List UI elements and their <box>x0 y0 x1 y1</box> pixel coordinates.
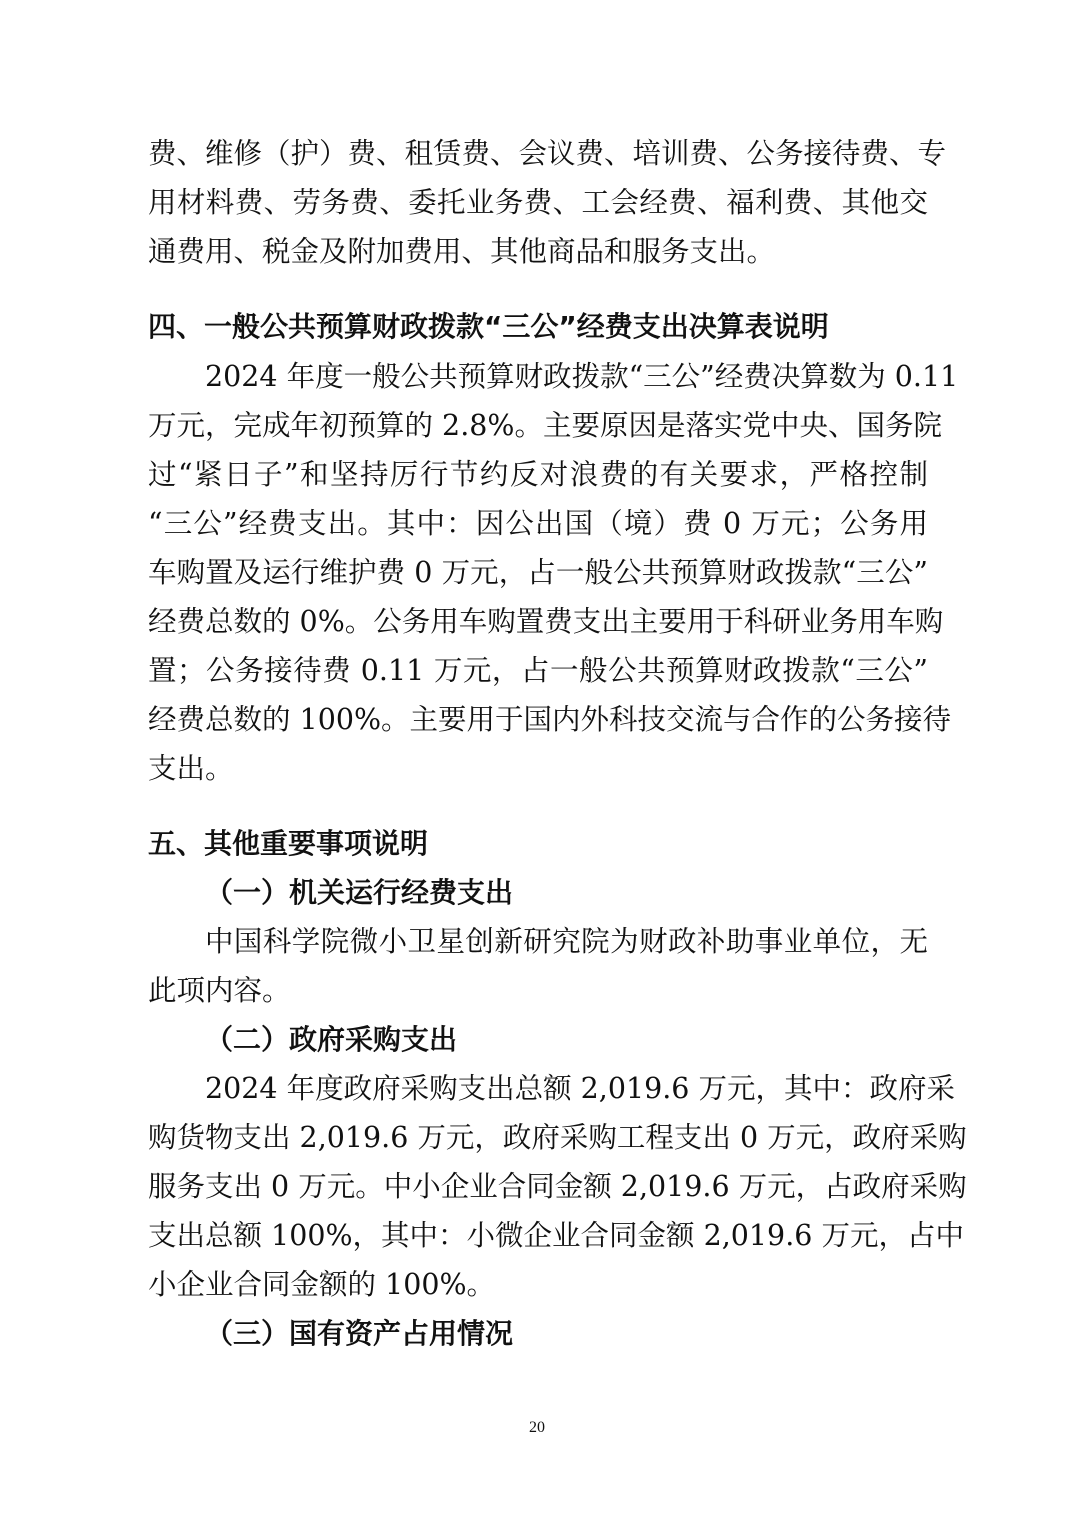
page-number: 20 <box>529 1419 545 1436</box>
body-text-line: 经费总数的 100%。主要用于国内外科技交流与合作的公务接待 <box>148 703 952 736</box>
subsection-heading-1: （一）机关运行经费支出 <box>205 876 514 909</box>
body-text-line: 支出总额 100%，其中：小微企业合同金额 2,019.6 万元，占中 <box>148 1219 964 1252</box>
body-text-line: 支出。 <box>148 752 234 785</box>
body-text-line: 通费用、税金及附加费用、其他商品和服务支出。 <box>148 235 776 268</box>
body-text-line: 服务支出 0 万元。中小企业合同金额 2,019.6 万元，占政府采购 <box>148 1170 967 1203</box>
body-text-line: 购货物支出 2,019.6 万元，政府采购工程支出 0 万元，政府采购 <box>148 1121 967 1154</box>
section-heading-4: 四、一般公共预算财政拨款“三公”经费支出决算表说明 <box>148 310 829 343</box>
body-text-line: 万元，完成年初预算的 2.8%。主要原因是落实党中央、国务院 <box>148 409 942 442</box>
body-text-line: 置；公务接待费 0.11 万元，占一般公共预算财政拨款“三公” <box>148 654 928 687</box>
body-text-line: 此项内容。 <box>148 974 291 1007</box>
body-text-line: 车购置及运行维护费 0 万元，占一般公共预算财政拨款“三公” <box>148 556 928 589</box>
subsection-heading-2: （二）政府采购支出 <box>205 1023 458 1056</box>
section-heading-5: 五、其他重要事项说明 <box>148 827 429 860</box>
body-text-line: 经费总数的 0%。公务用车购置费支出主要用于科研业务用车购 <box>148 605 944 638</box>
body-text-line: 费、维修（护）费、租赁费、会议费、培训费、公务接待费、专 <box>148 137 947 170</box>
body-text-line: 2024 年度政府采购支出总额 2,019.6 万元，其中：政府采 <box>205 1072 955 1105</box>
subsection-heading-3: （三）国有资产占用情况 <box>205 1317 514 1350</box>
body-text-line: 2024 年度一般公共预算财政拨款“三公”经费决算数为 0.11 <box>205 360 959 393</box>
body-text-line: 中国科学院微小卫星创新研究院为财政补助事业单位，无 <box>205 925 928 958</box>
body-text-line: 用材料费、劳务费、委托业务费、工会经费、福利费、其他交 <box>148 186 928 219</box>
body-text-line: “三公”经费支出。其中：因公出国（境）费 0 万元；公务用 <box>148 507 928 540</box>
body-text-line: 小企业合同金额的 100%。 <box>148 1268 496 1301</box>
body-text-line: 过“紧日子”和坚持厉行节约反对浪费的有关要求，严格控制 <box>148 458 928 491</box>
